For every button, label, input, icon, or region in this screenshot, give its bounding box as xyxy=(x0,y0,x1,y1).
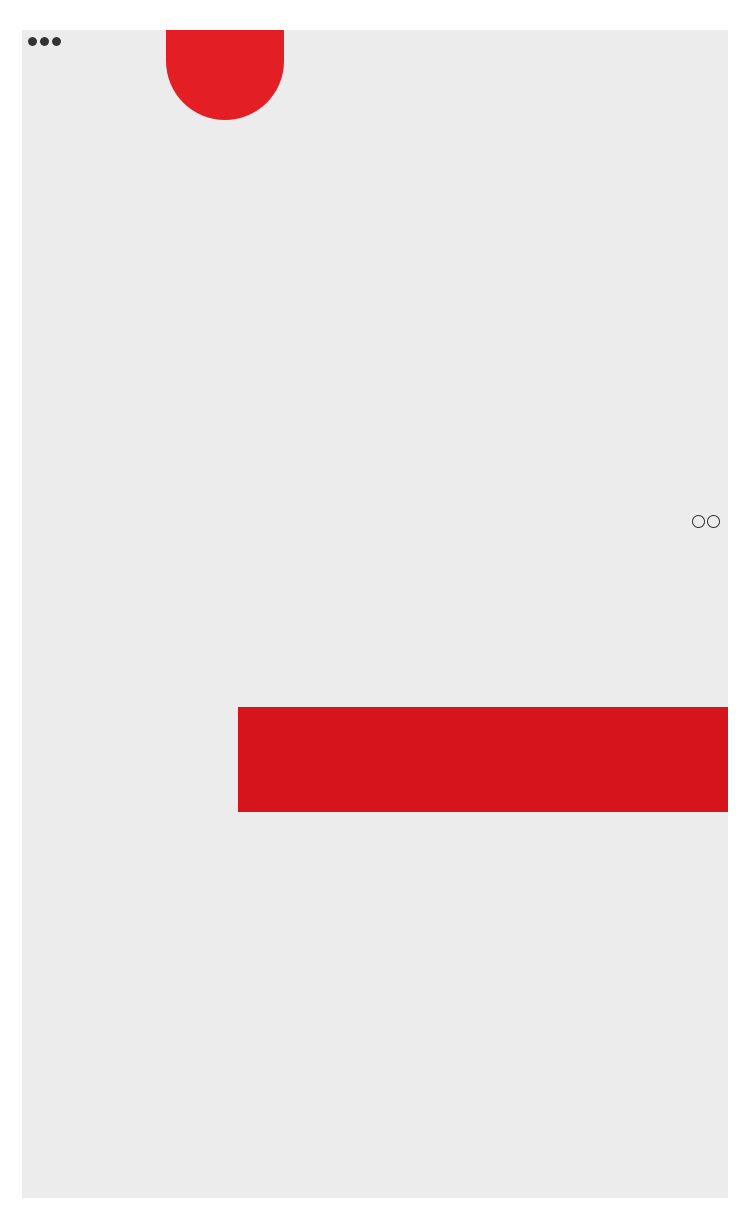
telegram-icon[interactable] xyxy=(52,37,61,46)
instagram-icon[interactable] xyxy=(40,37,49,46)
newspaper-page xyxy=(22,30,728,1198)
page-mark[interactable] xyxy=(692,515,705,528)
top-strip xyxy=(22,30,728,52)
page-nav-marks xyxy=(692,515,720,528)
experts-grid-top xyxy=(22,92,728,492)
social-links xyxy=(28,37,68,46)
lead-column-left xyxy=(252,717,474,802)
experts-grid-bottom xyxy=(22,808,728,1198)
story-lead-box xyxy=(238,707,728,812)
lead-column-right xyxy=(492,717,714,802)
page-mark[interactable] xyxy=(707,515,720,528)
x-icon[interactable] xyxy=(28,37,37,46)
